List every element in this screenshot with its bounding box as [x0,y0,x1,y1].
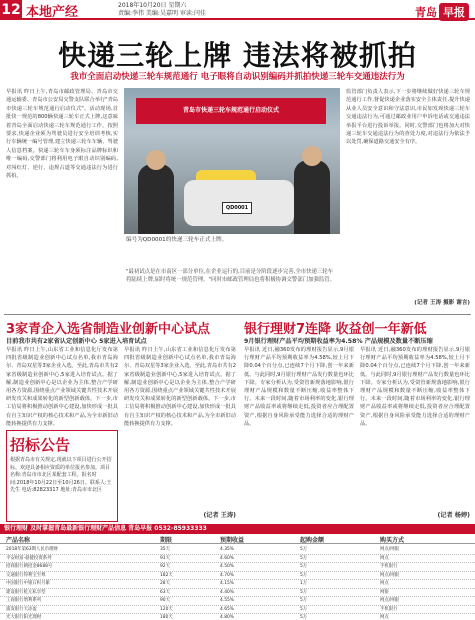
date-line: 2018年10月20日 星期六 [118,2,187,9]
page-header [0,0,475,20]
table-cell: 手机银行 [380,564,398,569]
news-photo [124,88,340,234]
license-plate: QD0001 [222,202,252,214]
story1-quote: "最初试点是在市南区一部分单位,在企业运行的,目前是分阶段逐步完善,全市快递三轮车将陆续上牌,届时将统一规范管理。"同时市邮政管理局也将积极协调交警部门加强监管。 [126,269,336,284]
ad-body: 根据青岛市有关规定,现就以下项目进行公开招标。欢迎具备相应资质的单位报名参加。项目名称:青岛市市北区某配套工程。报名时间:2018年10月22日至10月26日。联系人:王先生 电话:82823317 地址:青岛市市北区 [10,457,112,494]
table-row [0,589,475,598]
table-cell: 182天 [160,572,173,578]
table-cell: 浦发银行天添盈 [6,606,37,612]
table-cell: 中国银行中银日积月累 [6,581,50,586]
table-header-bar: 银行理财 及时掌握青岛最新银行理财产品信息 青岛早报 0532-85933333 [0,524,475,534]
table-cell: 5万 [300,572,308,578]
table-cell: 4.15% [220,581,234,586]
main-headline: 快递三轮上牌 违法将被抓拍 [58,39,417,72]
ad-title: 招标公告 [10,436,71,454]
table-cell: 建设银行乾元私享型 [6,589,46,595]
table-cell: 网点 [380,555,389,561]
table-cell: 网点/网银 [380,547,400,552]
story2-body-col1: 早报讯 昨日上午,山东省工业和信息化厅发布第四批省级制造业创新中心试点名单,我市青岛海尔、青岛双星等3家企业入选。至此,青岛市共有2家省级制造业创新中心,5家进入培育试点。据了解,制造业创新中心是以企业为主体,整合产学研用各方资源,围绕重点产业领域关键共性技术开展研发攻关和成果转化的新型创新载体。下一步,市工信局将积极推动创新中心建设,加快形成一批具有自主知识产权的核心技术和产品,为全市新旧动能转换提供有力支撑。 [6,347,118,427]
story3-title: 银行理财7连降 收益创一年新低 [244,322,427,337]
table-cell: 工商银行增利系列 [6,598,42,603]
table-row [0,572,475,581]
photo-banner [136,98,326,124]
person-head [146,150,166,170]
table-row [0,597,475,606]
table-cell: 180天 [160,615,173,620]
table-cell: 网点 [380,615,389,620]
newspaper-logo [415,1,469,19]
table-cell: 4.60% [220,555,234,561]
person-figure [294,160,330,234]
table-cell: 1万 [300,581,308,586]
header-info [118,2,206,18]
table-cell: 5万 [300,555,308,561]
table-cell: 平安财富-稳健投资系列 [6,555,52,561]
story2-title: 3家青企入选省制造业创新中心试点 [6,322,211,337]
table-row [0,563,475,572]
table-cell: 网银 [380,589,389,595]
table-cell: 5万 [300,547,308,552]
table-cell: 5万 [300,598,308,603]
story1-column-4: 监管部门负责人表示,下一步将继续做好快递三轮车规范通行工作,督促快递企业落实安全主体责任,提升快递从业人员安全意识和守法意识,市民如发现快递三轮车交通违法行为,可通过邮政业用户申诉电话或交通违法举报平台进行投诉举报。同时,交警部门也将加大对快递三轮车交通违法行为的查处力度,对违法行为依法予以处罚,确保道路交通安全有序。 [346,89,470,146]
page-number: 12 [1,2,21,18]
table-col-method: 购买方式 [380,537,405,544]
logo-box: 早报 [439,3,469,21]
table-cell: 92天 [160,564,170,569]
story2-subtitle: 目前我市共有2家省认定创新中心 5家进入培育试点 [6,338,147,345]
table-row [0,614,475,620]
table-cell: 4.40% [220,589,234,595]
table-cell: 90天 [160,598,170,603]
section-label [26,1,78,20]
table-cell: 63天 [160,589,170,595]
table-cell: 28天 [160,581,170,586]
table-cell: 5万 [300,606,308,612]
section-label-main: 本地 [26,5,53,20]
table-cell: 网点 [380,581,389,586]
table-col-name: 产品名称 [6,537,31,544]
table-cell: 35天 [160,547,170,552]
table-cell: 120天 [160,606,173,612]
person-figure [138,164,174,234]
table-col-min: 起购金额 [300,537,325,544]
table-cell: 5万 [300,615,308,620]
story3-subtitle: 9月银行理财产品平均预期收益率为4.58% 产品规模及数量不断压缩 [244,338,433,345]
table-cell: 光大银行阳光理财 [6,615,42,620]
photo-banner-text: 青岛市快递三轮车规范通行启动仪式 [182,107,279,114]
table-row [0,606,475,615]
table-cell: 4.50% [220,564,234,569]
table-cell: 手机银行 [380,606,398,612]
editor-line: 责编:李伟 美编:吴嘉明 审读:闫佳 [118,10,206,17]
logo-text: 青岛 [415,6,437,19]
table-cell: 网点/网银 [380,572,400,578]
story1-column-1: 早报讯 昨日上午,青岛市邮政管理局、青岛市交通运输委、青岛市公安局交警支队联合举行"青岛市快递三轮车规范通行启动仪式"。活动现场,首批快一规范的800辆快递三轮车正式上牌,这意味着青岛全面启动快递三轮车规范通行工作。按照要求,快递企业须为驾驶员进行安全培训考核,实行车辆统一编号管理,建立快递三轮车车辆、驾驶人信息档案。快递三轮车车身须标注品牌标识和唯一编码,交警部门将利用电子眼自动识别编码,对闯红灯、逆行、违规占道等交通违法行为进行抓拍。 [6,89,118,180]
table-cell: 4.55% [220,598,234,603]
story2-body-col2: 早报讯 昨日上午,山东省工业和信息化厅发布第四批省级制造业创新中心试点名单,我市青岛海尔、青岛双星等3家企业入选。至此,青岛市共有2家省级制造业创新中心,5家进入培育试点。据了解,制造业创新中心是以企业为主体,整合产学研用各方资源,围绕重点产业领域关键共性技术开展研发攻关和成果转化的新型创新载体。下一步,市工信局将积极推动创新中心建设,加快形成一批具有自主知识产权的核心技术和产品,为全市新旧动能转换提供有力支撑。 [124,347,236,427]
table-row [0,546,475,555]
table-cell: 交通银行得利宝至尊 [6,572,46,578]
person-head [302,146,322,166]
table-cell: 4.70% [220,572,234,578]
table-column-headers [0,534,475,544]
table-cell: 5万 [300,589,308,595]
story3-body-col2: 早报讯 近日,融360发布的理财报告显示,9月银行理财产品平均预期收益率为4.58%,较上月下降0.04个百分点,已连续7个月下降,创一年来新低。与此同时,9月银行理财产品发行数量也环比下降。专家分析认为,受资管新规落地影响,银行理财产品规模和数量不断压缩,收益率整体下行。未来一段时间,随着市场利率的变化,银行理财产品收益率或将继续走低,投资者应合理配置资产,根据自身风险承受能力选择合适的理财产品。 [360,347,470,427]
divider [4,314,471,315]
table-cell: 4.35% [220,547,234,552]
table-cell: 4.65% [220,606,234,612]
table-row [0,580,475,589]
table-cell: 5万 [300,564,308,569]
main-subheadline: 我市全面启动快递三轮车规范通行 电子眼将自动识别编码并抓拍快递三轮车交通违法行为 [70,72,405,82]
photo-caption: 编号为QD0001的快递三轮车正式上牌。 [126,237,228,243]
story3-byline: (记者 杨婷) [437,512,470,519]
table-cell: 招商银行朝招金8688号 [6,564,53,569]
table-cell: 网点/网银 [380,598,400,603]
table-col-term: 期限 [160,537,173,544]
story3-body-col1: 早报讯 近日,融360发布的理财报告显示,9月银行理财产品平均预期收益率为4.58%,较上月下降0.04个百分点,已连续7个月下降,创一年来新低。与此同时,9月银行理财产品发行数量也环比下降。专家分析认为,受资管新规落地影响,银行理财产品规模和数量不断压缩,收益率整体下行。未来一段时间,随着市场利率的变化,银行理财产品收益率或将继续走低,投资者应合理配置资产,根据自身风险承受能力选择合适的理财产品。 [244,347,354,427]
table-col-yield: 预期收益 [220,537,245,544]
story2-byline: (记者 王涛) [203,512,236,519]
story1-byline: (记者 王涛 摄影 谢言) [414,300,470,306]
section-label-accent: 产经 [52,5,79,20]
table-cell: 4.80% [220,615,234,620]
table-row [0,555,475,564]
table-body [0,546,475,620]
ad-box [6,430,118,522]
table-cell: 2018年第63期人民币理财 [6,547,58,552]
table-cell: 91天 [160,555,170,561]
